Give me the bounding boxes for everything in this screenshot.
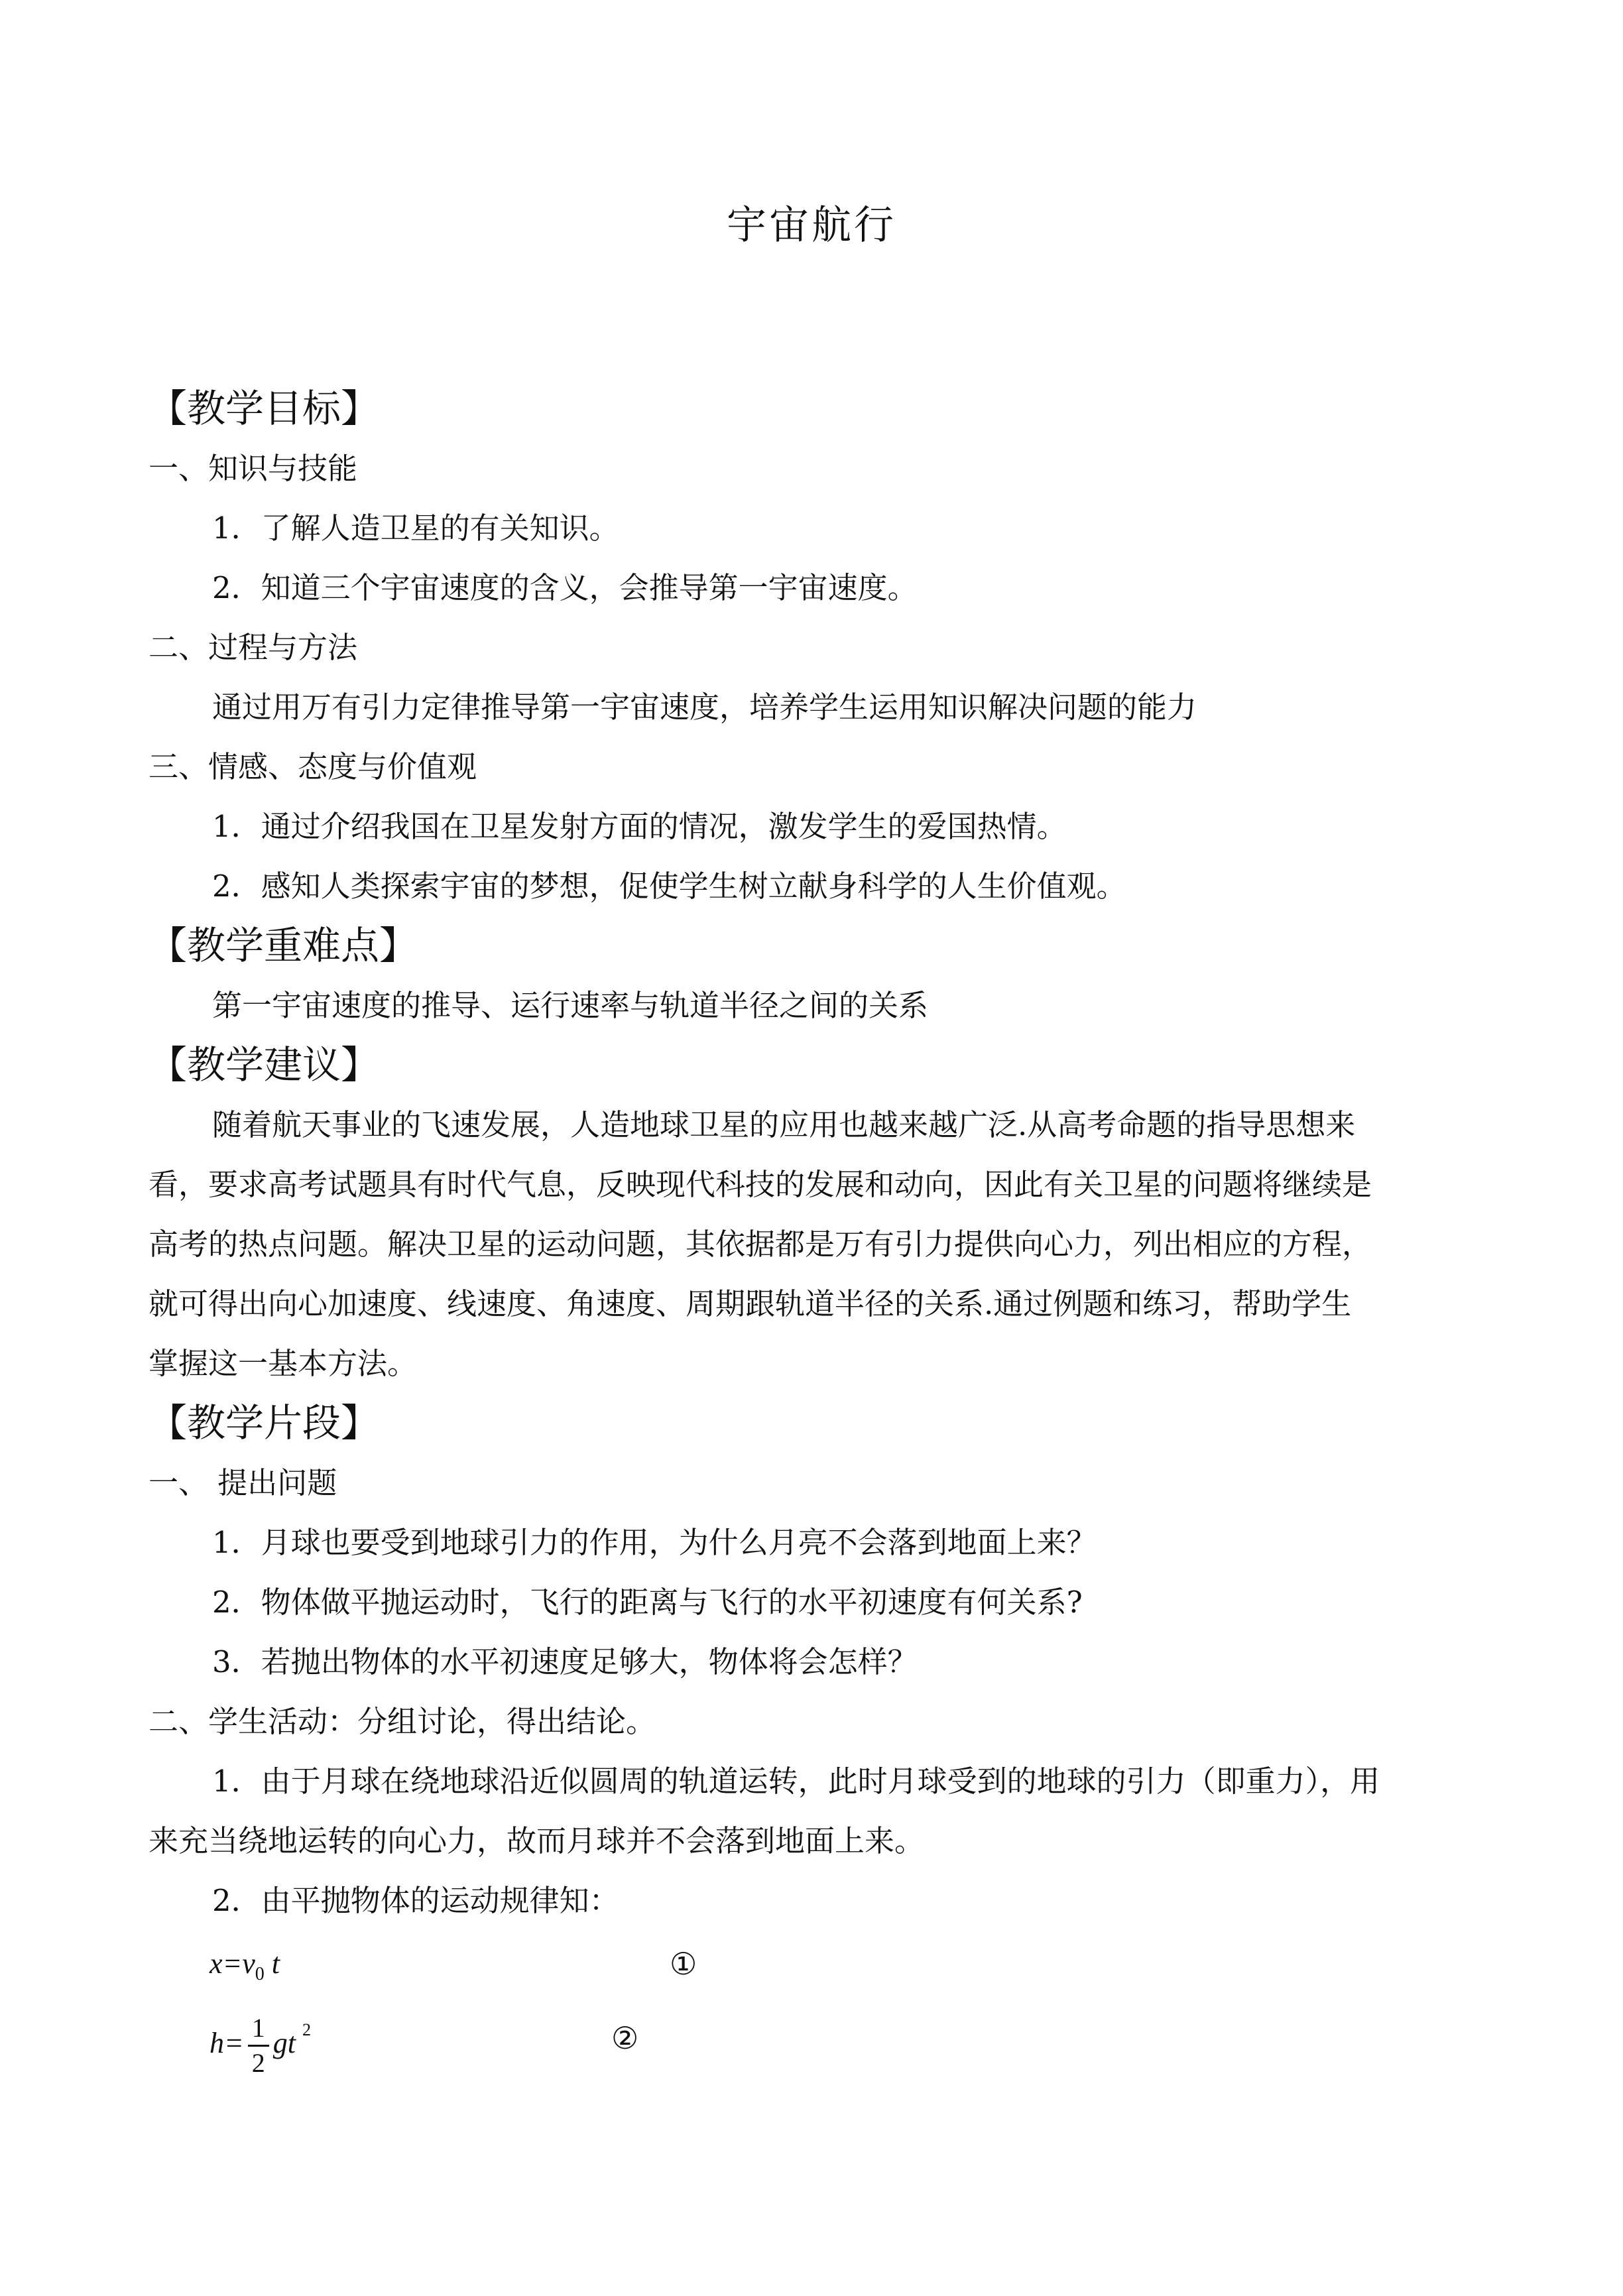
subheading-knowledge: 一、知识与技能: [149, 451, 358, 486]
activity-line: 来充当绕地运转的向心力，故而月球并不会落到地面上来。: [149, 1823, 925, 1858]
objective-item: 1．通过介绍我国在卫星发射方面的情况，激发学生的爱国热情。: [212, 809, 1067, 844]
section-heading-key-points: 【教学重难点】: [149, 923, 418, 968]
section-heading-objectives: 【教学目标】: [149, 386, 380, 431]
subheading-emotion: 三、情感、态度与价值观: [149, 749, 477, 784]
section-heading-suggestions: 【教学建议】: [149, 1042, 380, 1087]
subheading-activity: 二、学生活动：分组讨论，得出结论。: [149, 1704, 656, 1739]
question-item: 1．月球也要受到地球引力的作用，为什么月亮不会落到地面上来？: [212, 1525, 1097, 1560]
activity-line: 1．由于月球在绕地球沿近似圆周的轨道运转，此时月球受到的地球的引力（即重力），用: [212, 1764, 1380, 1799]
formula-row-2: [149, 1997, 1488, 2083]
fraction: $\frac{1}{2}$: [248, 2012, 269, 2080]
question-item: 3．若抛出物体的水平初速度足够大，物体将会怎样？: [212, 1644, 918, 1679]
key-points-text: 第一宇宙速度的推导、运行速率与轨道半径之间的关系: [212, 988, 929, 1023]
page-title: 宇宙航行: [727, 202, 896, 249]
formula-x: $x=v_0$ t: [210, 1947, 280, 1984]
suggestion-line: 就可得出向心加速度、线速度、角速度、周期跟轨道半径的关系.通过例题和练习，帮助学生: [149, 1286, 1352, 1321]
suggestion-line: 看，要求高考试题具有时代气息，反映现代科技的发展和动向，因此有关卫星的问题将继续是: [149, 1167, 1372, 1202]
process-text: 通过用万有引力定律推导第一宇宙速度，培养学生运用知识解决问题的能力: [212, 690, 1197, 725]
objective-item: 2．知道三个宇宙速度的含义，会推导第一宇宙速度。: [212, 570, 918, 605]
activity-line: 2．由平抛物体的运动规律知：: [212, 1883, 619, 1918]
equation-marker: ①: [670, 1946, 697, 1982]
section-heading-segments: 【教学片段】: [149, 1400, 380, 1445]
subheading-questions: 一、 提出问题: [149, 1465, 337, 1500]
formula-row-1: [149, 1931, 1488, 1997]
objective-item: 1．了解人造卫星的有关知识。: [212, 511, 619, 546]
question-item: 2．物体做平抛运动时，飞行的距离与飞行的水平初速度有何关系?: [212, 1585, 1083, 1620]
formula-h: h= $\frac{1}{2}$ gt $^2$: [210, 2004, 311, 2080]
suggestion-line: 掌握这一基本方法。: [149, 1346, 418, 1381]
subheading-process: 二、过程与方法: [149, 630, 358, 665]
suggestion-line: 随着航天事业的飞速发展，人造地球卫星的应用也越来越广泛.从高考命题的指导思想来: [212, 1107, 1356, 1142]
suggestion-line: 高考的热点问题。解决卫星的运动问题，其依据都是万有引力提供向心力，列出相应的方程，: [149, 1227, 1372, 1262]
objective-item: 2．感知人类探索宇宙的梦想，促使学生树立献身科学的人生价值观。: [212, 869, 1126, 904]
document-body: [149, 379, 1488, 2083]
equation-marker: ②: [611, 2020, 639, 2056]
